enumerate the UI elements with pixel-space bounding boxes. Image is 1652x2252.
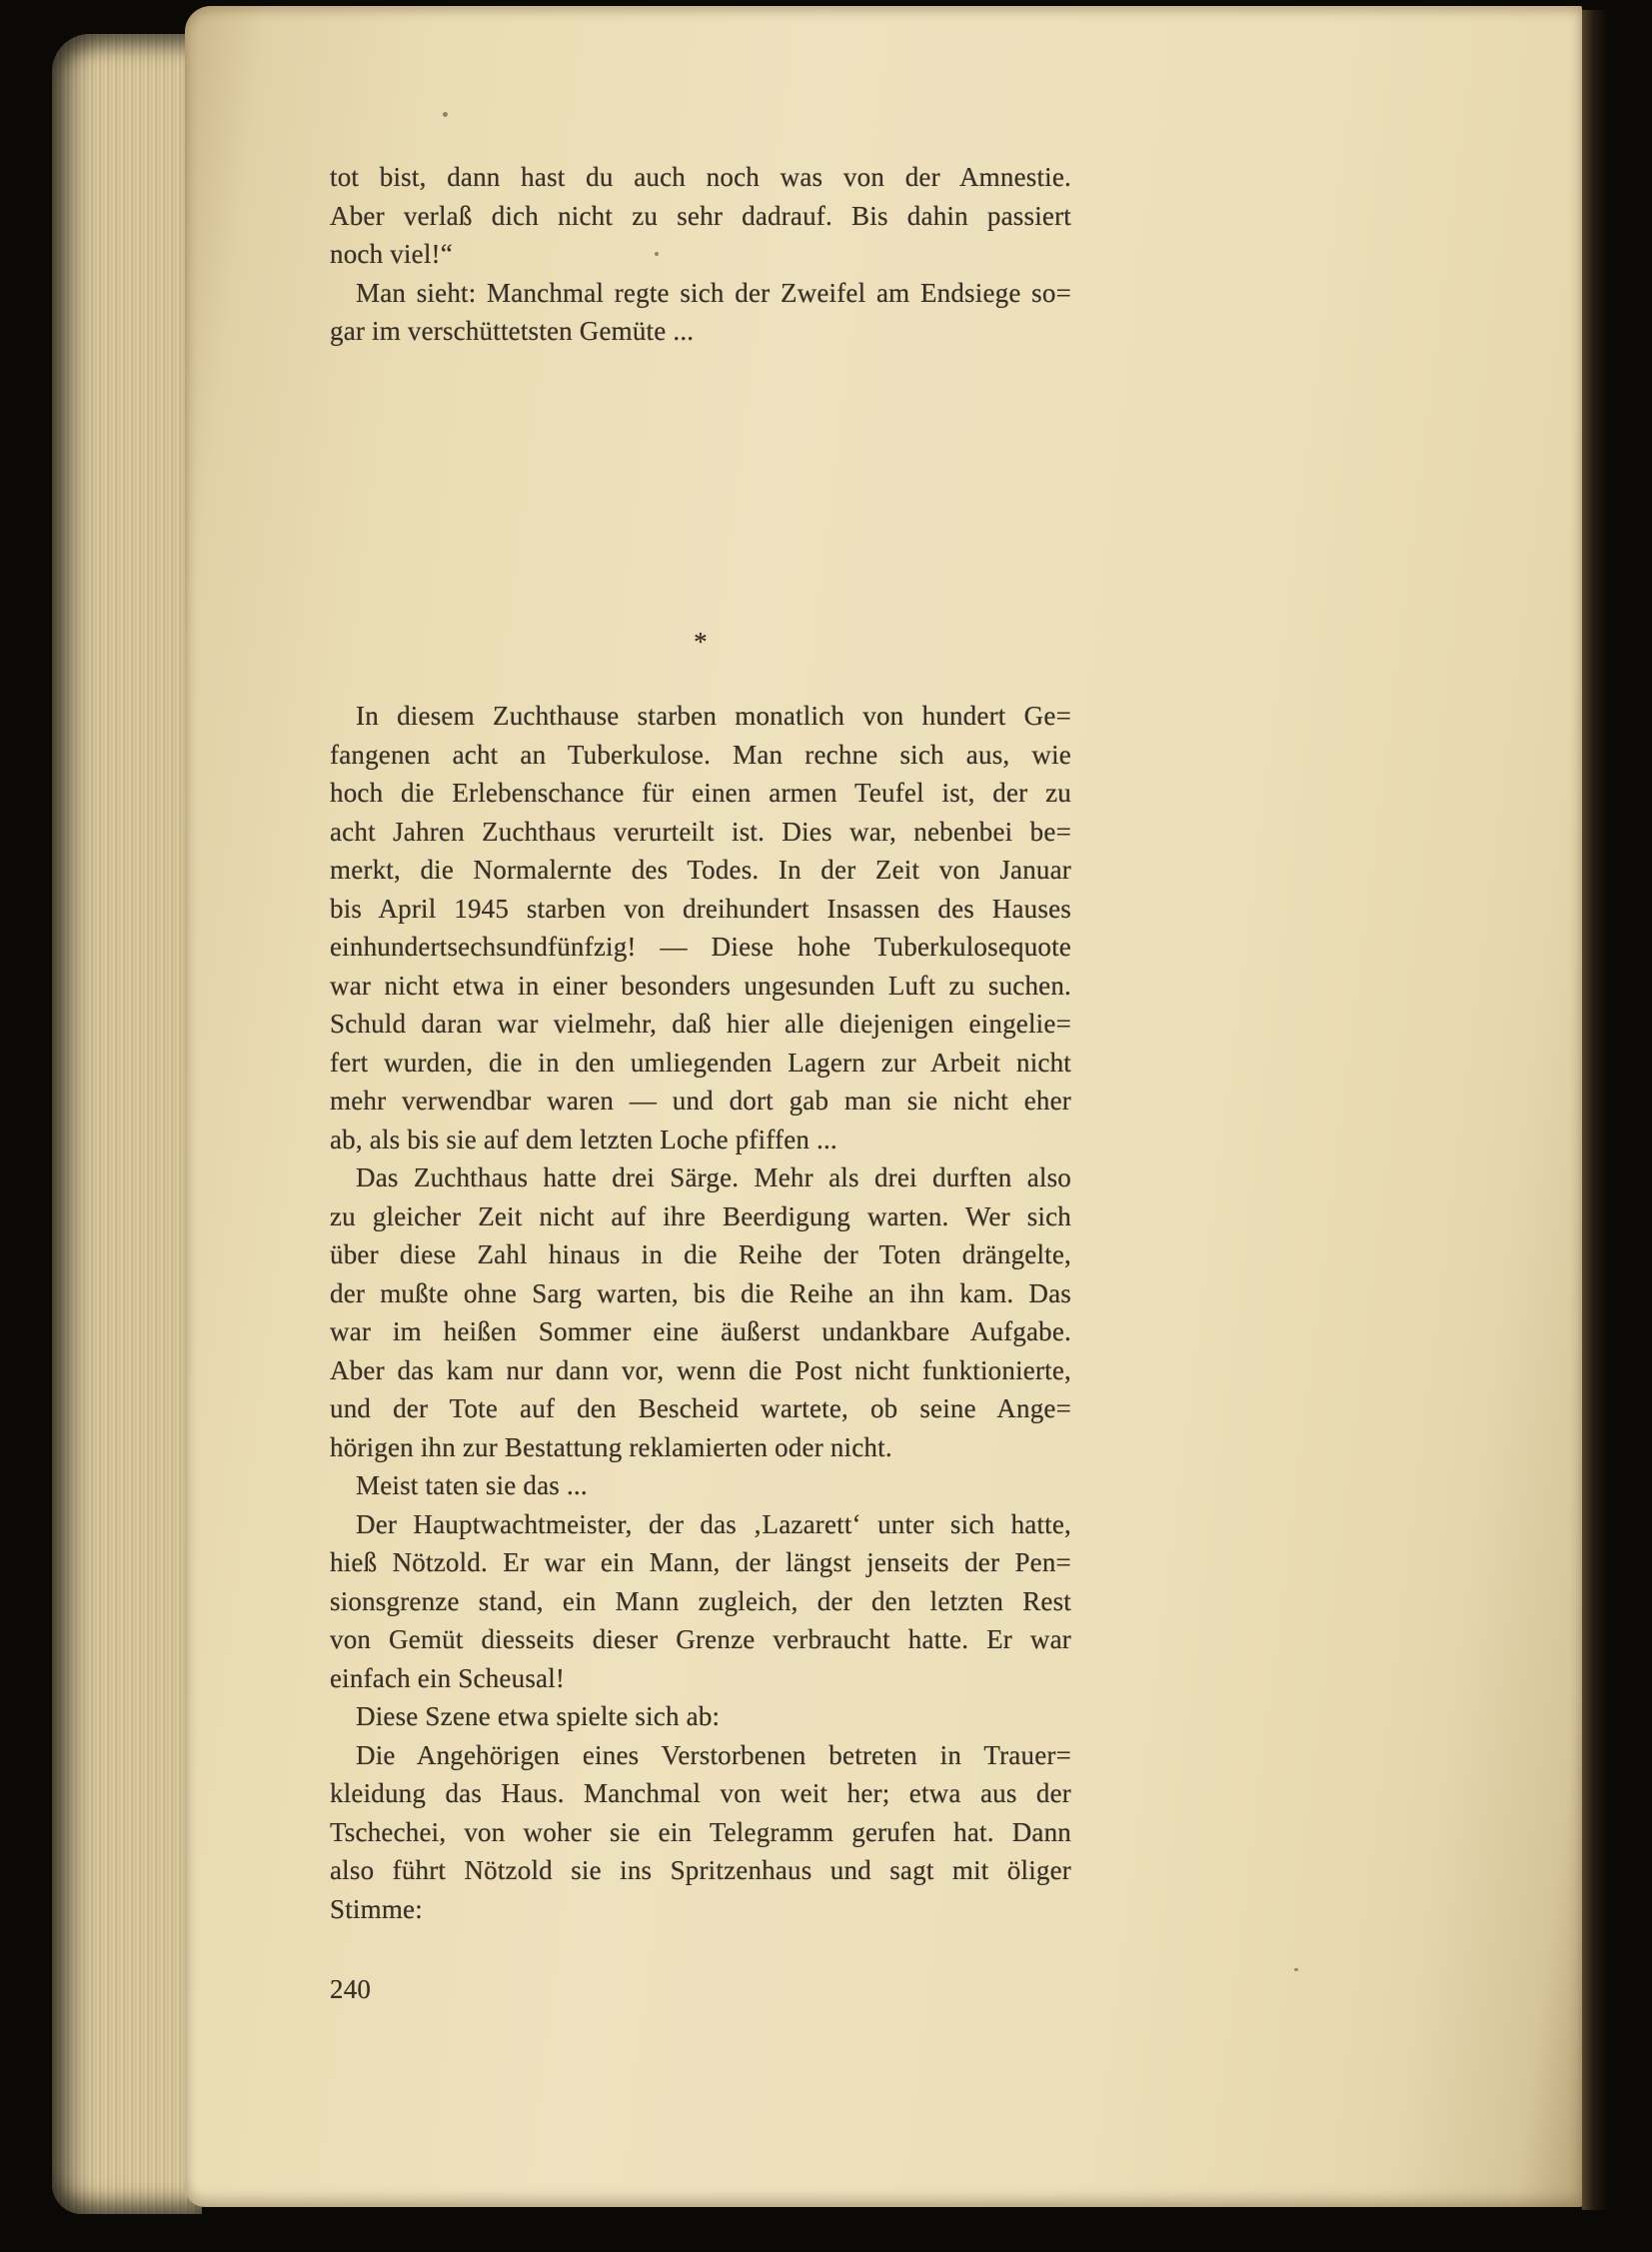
text-line: Man sieht: Manchmal regte sich der Zweifel am Endsiege so= [356,277,1071,308]
text-line: hörigen ihn zur Bestattung reklamierten oder nicht. [330,1431,892,1462]
gutter-shadow [1582,10,1608,2210]
text-block-top [330,158,1071,351]
text-line: Aber das kam nur dann vor, wenn die Post nicht funktionierte, [330,1354,1071,1385]
text-line: Meist taten sie das ... [356,1470,588,1500]
text-line: zu gleicher Zeit nicht auf ihre Beerdigung warten. Wer sich [330,1200,1071,1231]
paragraph [330,1158,1071,1466]
text-line: ab, als bis sie auf dem letzten Loche pfiffen ... [330,1124,837,1154]
book-page [185,6,1582,2207]
paragraph [330,1697,1071,1736]
page-edges-stack [52,34,202,2214]
text-line: kleidung das Haus. Manchmal von weit her; etwa aus der [330,1778,1071,1808]
paper-speck [443,112,448,117]
text-line: über diese Zahl hinaus in die Reihe der Toten drängelte, [330,1239,1071,1269]
text-line: Tschechei, von woher sie ein Telegramm gerufen hat. Dann [330,1816,1071,1847]
text-block-main [330,697,1071,1928]
text-line: hieß Nötzold. Er war ein Mann, der längst jenseits der Pen= [330,1547,1071,1577]
text-line: hoch die Erlebenschance für einen armen Teufel ist, der zu [330,778,1071,808]
text-line: In diesem Zuchthause starben monatlich von hundert Ge= [356,701,1071,731]
text-line: tot bist, dann hast du auch noch was von der Amnestie. [330,162,1071,192]
paper-speck [1294,1968,1298,1971]
page-text-column [330,158,1071,2009]
paragraph [330,1505,1071,1698]
paragraph [330,1736,1071,1929]
text-line: einhundertsechsundfünfzig! — Diese hohe Tuberkulosequote [330,932,1071,962]
page-number: 240 [330,1974,372,2004]
text-line: einfach ein Scheusal! [330,1662,566,1693]
text-line: war im heißen Sommer eine äußerst undankbare Aufgabe. [330,1316,1071,1346]
paragraph [330,274,1071,351]
text-line: und der Tote auf den Bescheid wartete, ob seine Ange= [330,1393,1071,1423]
text-line: Die Angehörigen eines Verstorbenen betreten in Trauer= [356,1739,1071,1770]
text-line: also führt Nötzold sie ins Spritzenhaus und sagt mit öliger [330,1855,1071,1885]
text-line: Aber verlaß dich nicht zu sehr dadrauf. Bis dahin passiert [330,200,1071,231]
text-line: sionsgrenze stand, ein Mann zugleich, der den letzten Rest [330,1585,1071,1616]
text-line: Schuld daran war vielmehr, daß hier alle diejenigen eingelie= [330,1009,1071,1039]
text-line: noch viel!“ [330,239,453,269]
text-line: merkt, die Normalernte des Todes. In der Zeit von Januar [330,855,1071,885]
text-line: fangenen acht an Tuberkulose. Man rechne sich aus, wie [330,739,1071,770]
section-separator: * [694,626,708,657]
text-line: gar im verschüttetsten Gemüte ... [330,316,695,346]
text-line: acht Jahren Zuchthaus verurteilt ist. Dies war, nebenbei be= [330,816,1071,847]
paragraph [330,1466,1071,1505]
text-line: Stimme: [330,1893,423,1924]
paragraph [330,697,1071,1158]
text-line: von Gemüt diesseits dieser Grenze verbraucht hatte. Er war [330,1624,1071,1654]
text-line: war nicht etwa in einer besonders ungesunden Luft zu suchen. [330,970,1071,1001]
text-line: Diese Szene etwa spielte sich ab: [356,1701,721,1731]
text-line: fert wurden, die in den umliegenden Lagern zur Arbeit nicht [330,1047,1071,1078]
text-line: der mußte ohne Sarg warten, bis die Reihe an ihn kam. Das [330,1277,1071,1308]
text-line: bis April 1945 starben von dreihundert Insassen des Hauses [330,893,1071,924]
text-line: Das Zuchthaus hatte drei Särge. Mehr als drei durften also [356,1162,1071,1192]
paragraph [330,158,1071,274]
text-line: Der Hauptwachtmeister, der das ‚Lazarett‘ unter sich hatte, [356,1508,1071,1539]
text-line: mehr verwendbar waren — und dort gab man sie nicht eher [330,1086,1071,1116]
